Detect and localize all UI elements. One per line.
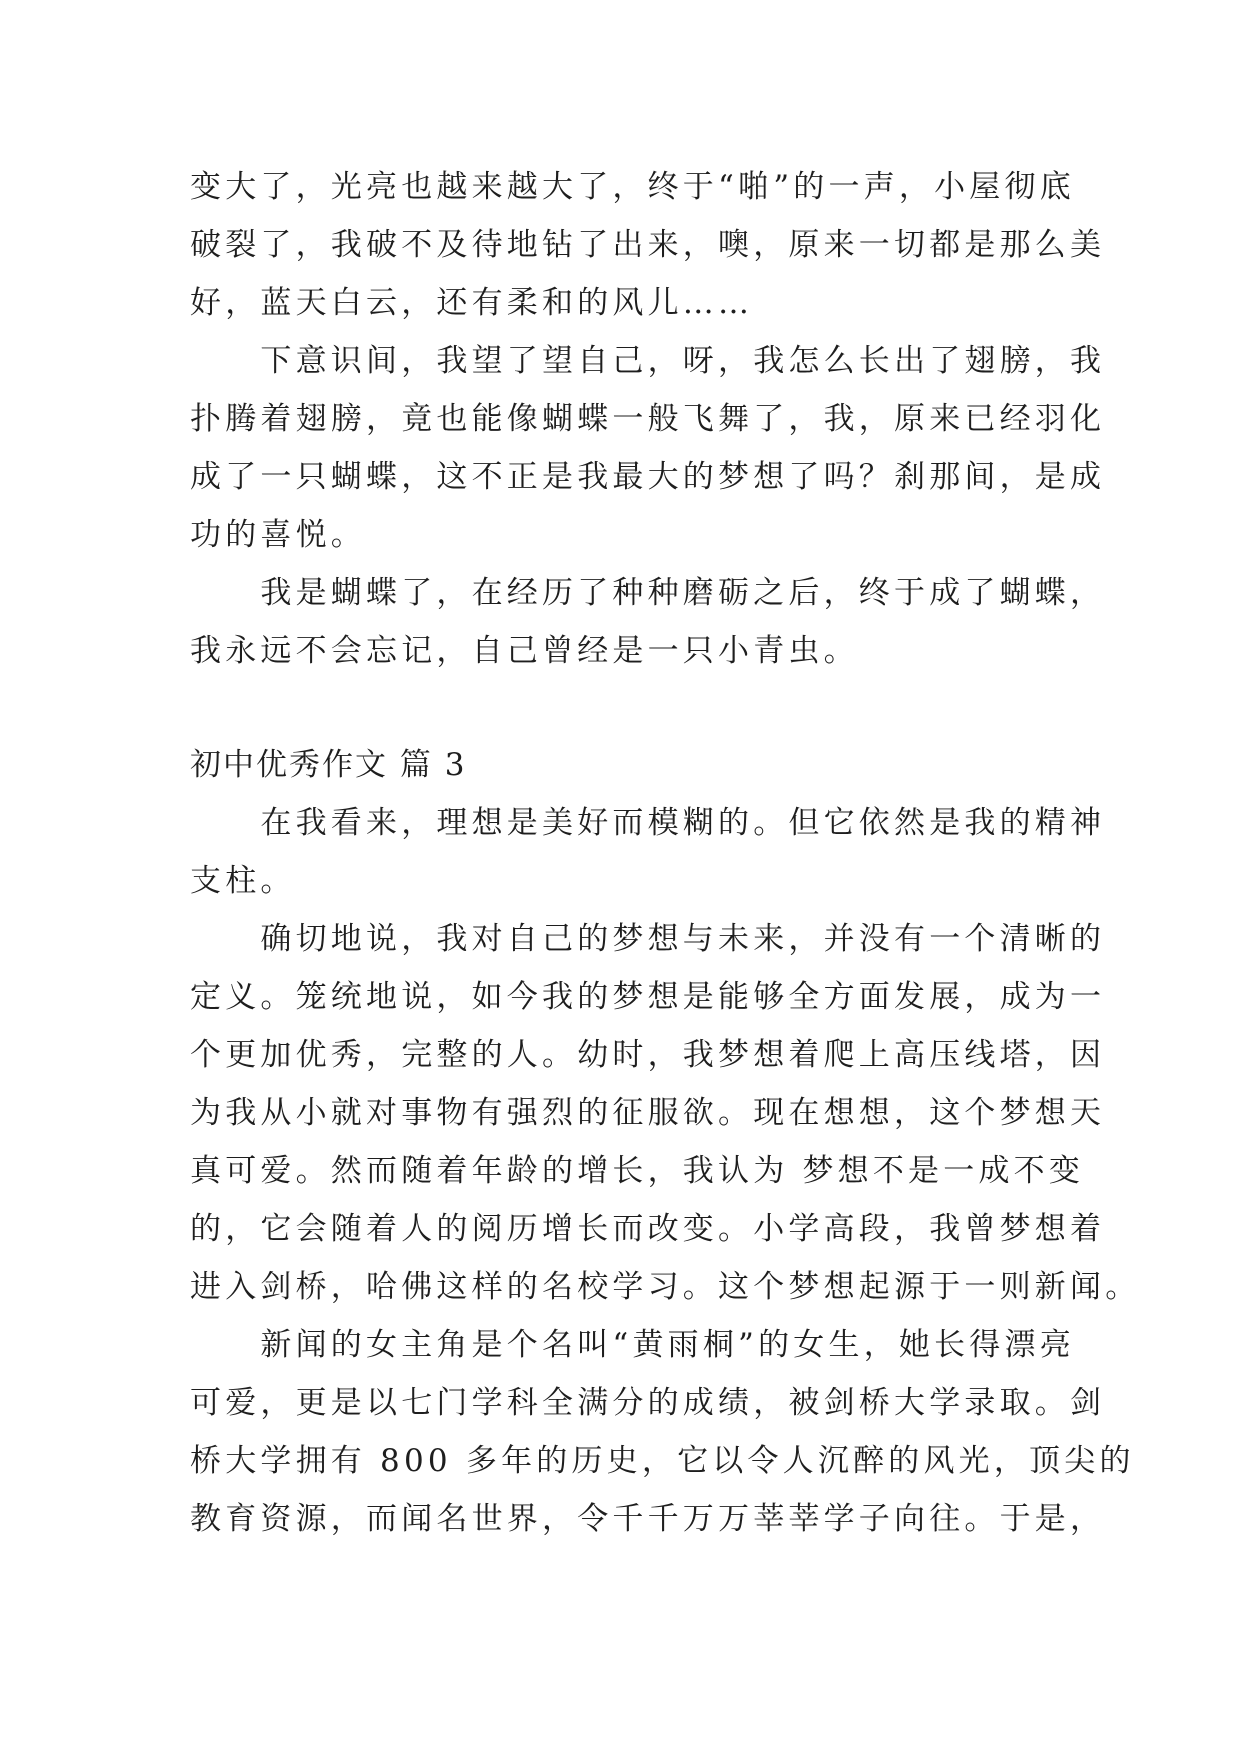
text-line: 下意识间，我望了望自己，呀，我怎么长出了翅膀，我	[190, 343, 1106, 379]
section-title: 初中优秀作文 篇 3	[190, 747, 467, 783]
text-line: 真可爱。然而随着年龄的增长，我认为 梦想不是一成不变	[190, 1153, 1085, 1189]
text-line: 新闻的女主角是个名叫“黄雨桐”的女生，她长得漂亮	[190, 1327, 1075, 1363]
text-line: 好，蓝天白云，还有柔和的风儿……	[190, 285, 754, 321]
text-line: 确切地说，我对自己的梦想与未来，并没有一个清晰的	[190, 921, 1106, 957]
text-line: 进入剑桥，哈佛这样的名校学习。这个梦想起源于一则新闻。	[190, 1269, 1141, 1305]
text-line: 在我看来，理想是美好而模糊的。但它依然是我的精神	[190, 805, 1106, 841]
text-line: 我永远不会忘记，自己曾经是一只小青虫。	[190, 633, 859, 669]
text-line: 定义。笼统地说，如今我的梦想是能够全方面发展，成为一	[190, 979, 1106, 1015]
text-line: 破裂了，我破不及待地钻了出来，噢，原来一切都是那么美	[190, 227, 1106, 263]
text-line: 扑腾着翅膀，竟也能像蝴蝶一般飞舞了，我，原来已经羽化	[190, 401, 1106, 437]
text-line: 支柱。	[190, 863, 296, 899]
text-line: 变大了，光亮也越来越大了，终于“啪”的一声，小屋彻底	[190, 169, 1075, 205]
text-line: 的，它会随着人的阅历增长而改变。小学高段，我曾梦想着	[190, 1211, 1106, 1247]
text-line: 为我从小就对事物有强烈的征服欲。现在想想，这个梦想天	[190, 1095, 1106, 1131]
text-line: 桥大学拥有 800 多年的历史，它以令人沉醉的风光，顶尖的	[190, 1443, 1135, 1479]
text-line: 功的喜悦。	[190, 517, 366, 553]
text-line: 教育资源，而闻名世界，令千千万万莘莘学子向往。于是，	[190, 1501, 1106, 1537]
text-line: 可爱，更是以七门学科全满分的成绩，被剑桥大学录取。剑	[190, 1385, 1106, 1421]
text-line: 成了一只蝴蝶，这不正是我最大的梦想了吗？刹那间，是成	[190, 459, 1106, 495]
text-line: 个更加优秀，完整的人。幼时，我梦想着爬上高压线塔，因	[190, 1037, 1106, 1073]
text-line: 我是蝴蝶了，在经历了种种磨砺之后，终于成了蝴蝶，	[190, 575, 1106, 611]
